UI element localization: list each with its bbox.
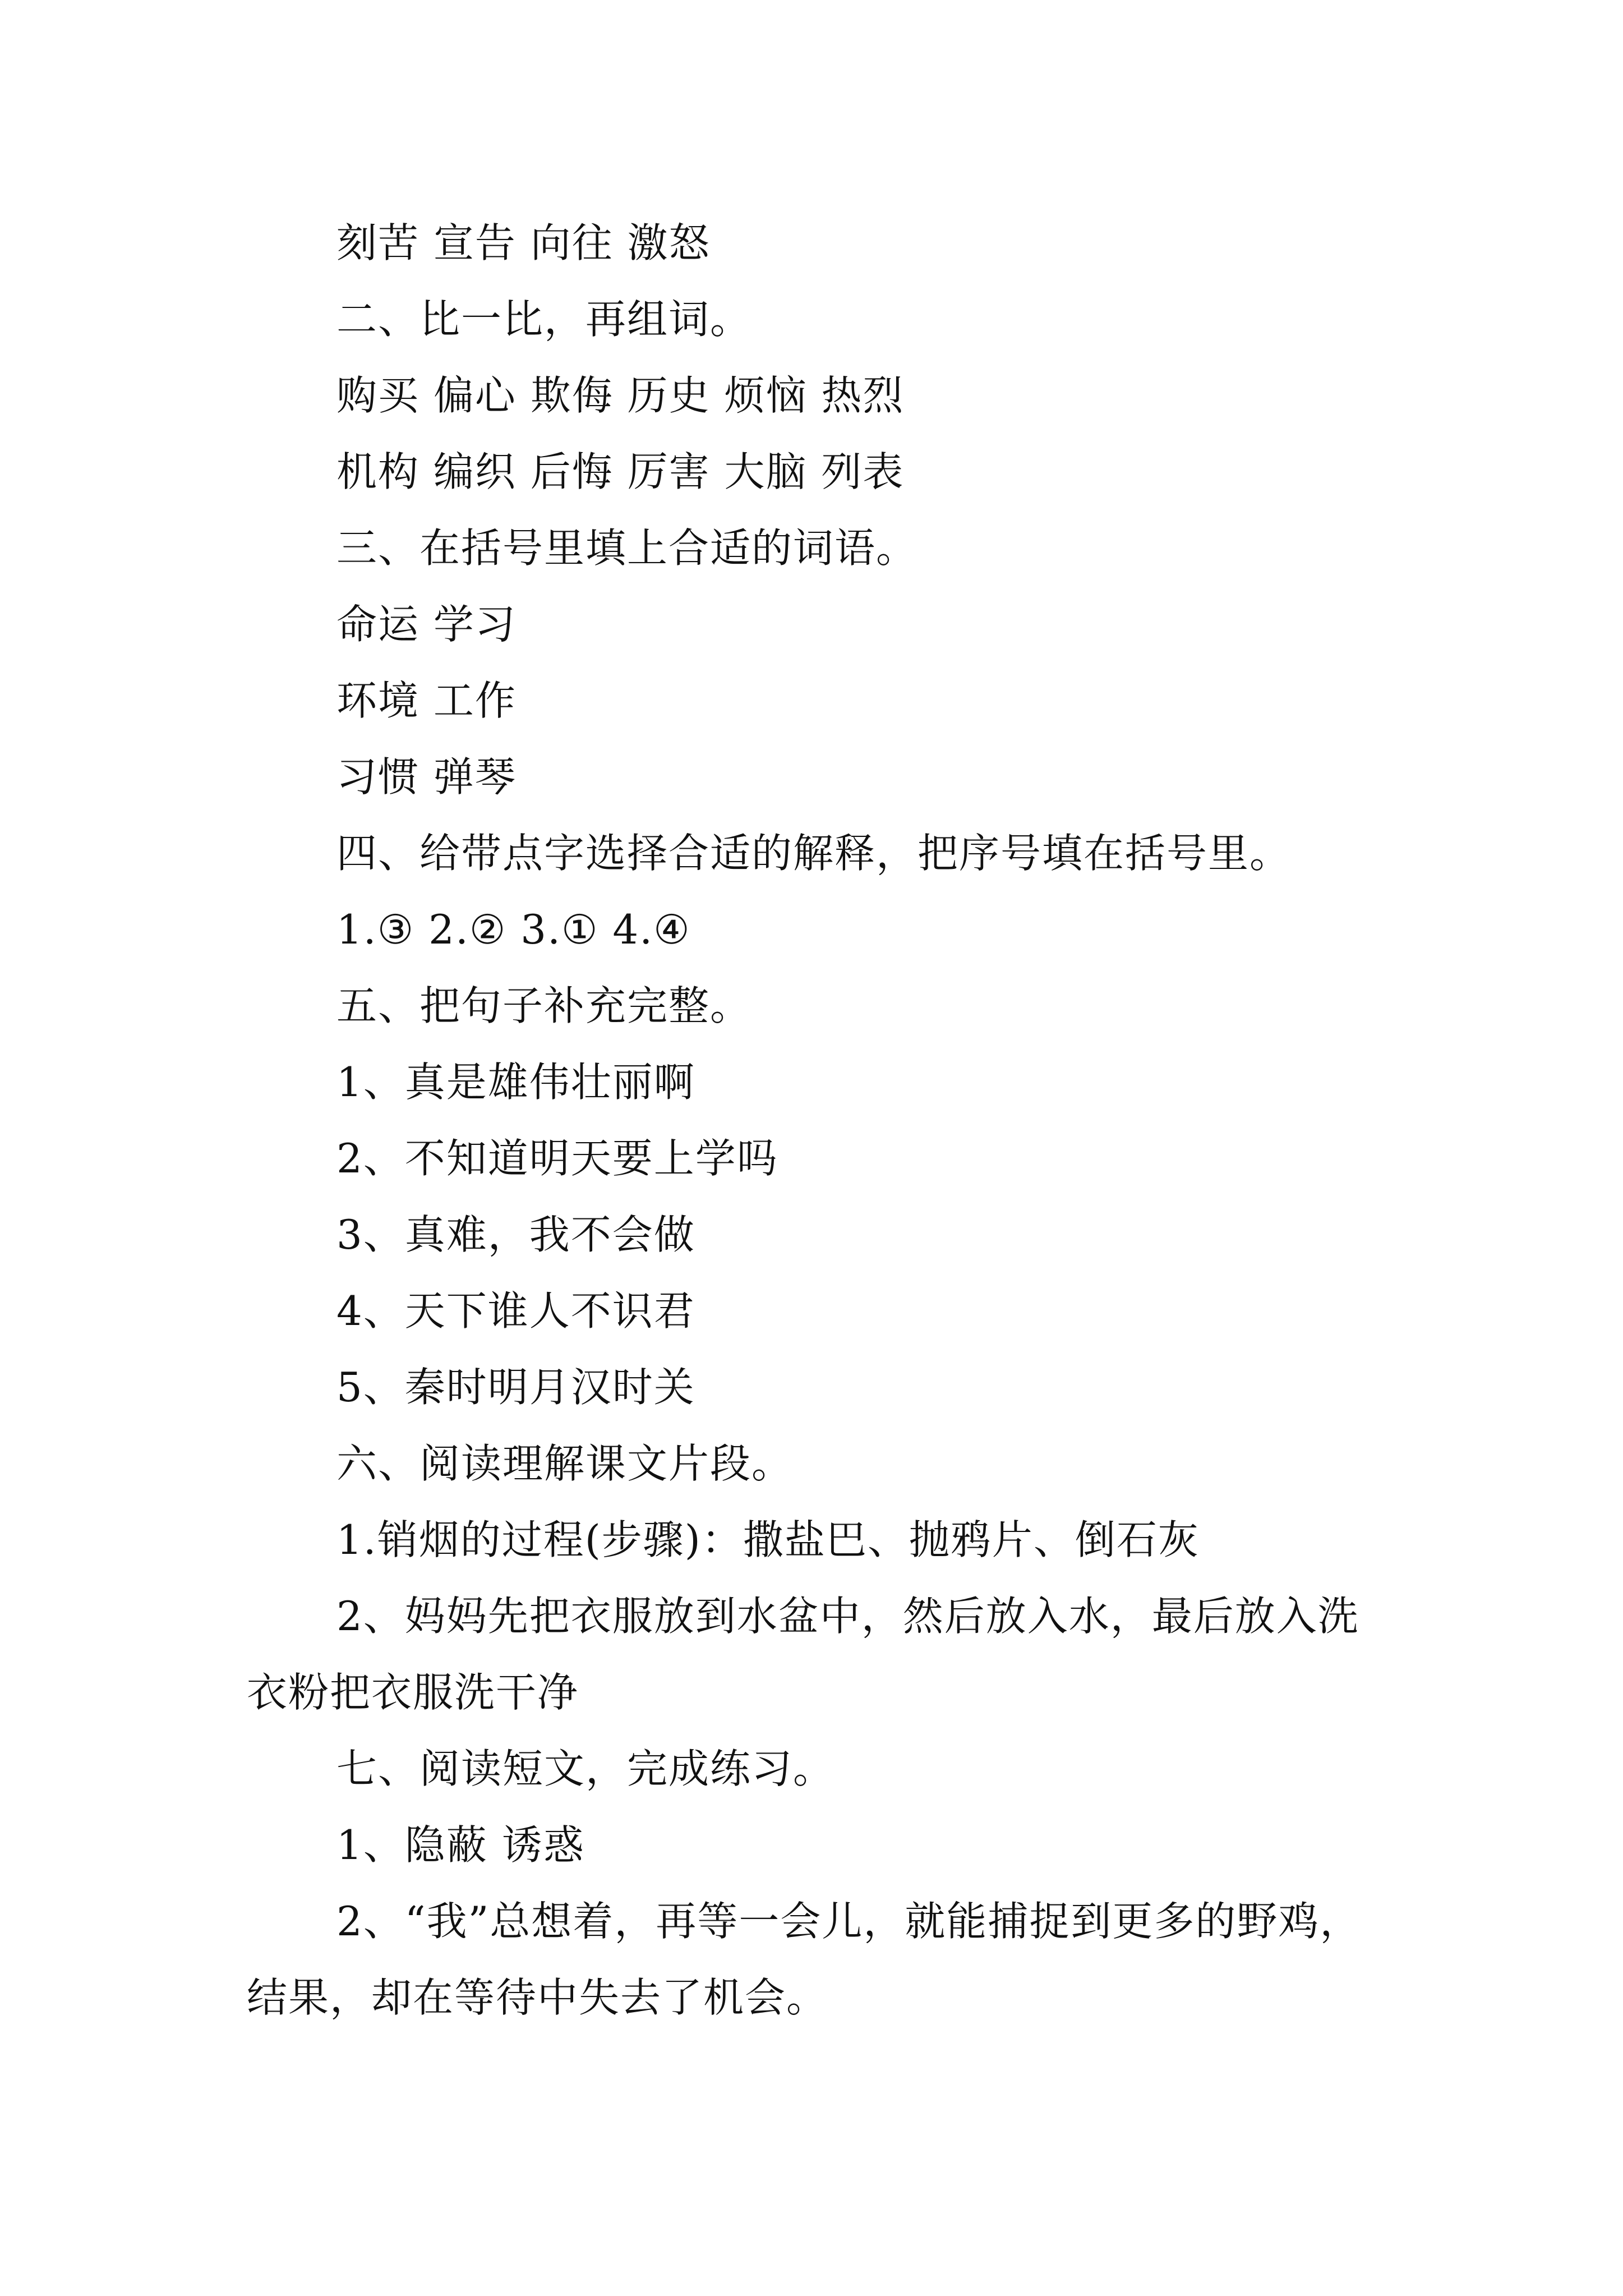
section-heading: 二、比一比，再组词。 bbox=[336, 296, 752, 343]
text-line: 1、真是雄伟壮丽啊 bbox=[336, 1059, 695, 1106]
section-heading: 七、阅读短文，完成练习。 bbox=[336, 1745, 835, 1792]
section-heading: 五、把句子补充完整。 bbox=[336, 982, 752, 1029]
text-line: 2、不知道明天要上学吗 bbox=[336, 1135, 778, 1182]
section-heading: 六、阅读理解课文片段。 bbox=[336, 1440, 794, 1487]
text-line: 习惯 弹琴 bbox=[336, 753, 517, 800]
text-line: 刻苦 宣告 向往 激怒 bbox=[336, 219, 711, 266]
text-line: 环境 工作 bbox=[336, 677, 517, 724]
paragraph: 2、“我”总想着，再等一会儿，就能捕捉到更多的野鸡，结果，却在等待中失去了机会。 bbox=[247, 1898, 1362, 2021]
text-line: 5、秦时明月汉时关 bbox=[336, 1364, 695, 1411]
paragraph: 2、妈妈先把衣服放到水盆中，然后放入水，最后放入洗衣粉把衣服洗干净 bbox=[247, 1593, 1359, 1716]
text-line: 1、隐蔽 诱惑 bbox=[336, 1821, 585, 1869]
text-line: 购买 偏心 欺侮 历史 烦恼 热烈 bbox=[336, 372, 905, 419]
section-heading: 三、在括号里填上合适的词语。 bbox=[336, 524, 918, 572]
text-line: 机构 编织 后悔 厉害 大脑 列表 bbox=[336, 448, 905, 495]
text-line: 命运 学习 bbox=[336, 601, 517, 648]
text-line: 4、天下谁人不识君 bbox=[336, 1287, 695, 1335]
text-line: 1.③ 2.② 3.① 4.④ bbox=[336, 906, 691, 953]
section-heading: 四、给带点字选择合适的解释，把序号填在括号里。 bbox=[336, 830, 1292, 877]
document-body bbox=[247, 205, 1391, 2036]
text-line: 1.销烟的过程(步骤)：撒盐巴、抛鸦片、倒石灰 bbox=[336, 1516, 1200, 1563]
text-line: 3、真难，我不会做 bbox=[336, 1211, 695, 1258]
